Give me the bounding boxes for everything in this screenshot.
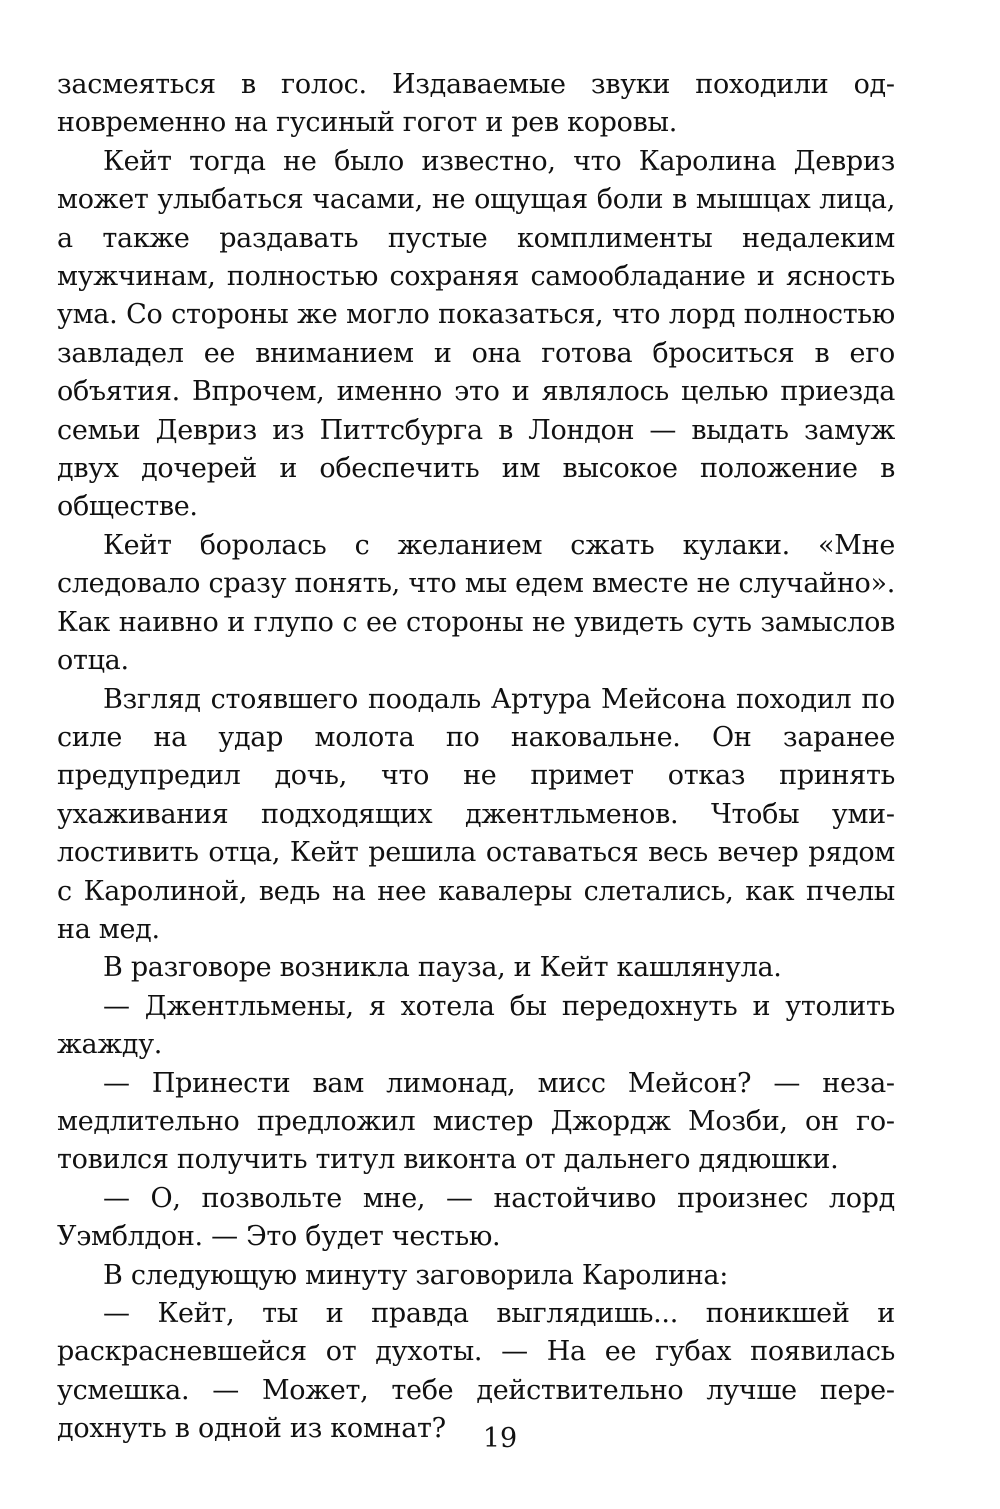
paragraph: В разговоре возникла пауза, и Кейт кашлянула. xyxy=(103,952,782,984)
paragraph: Кейт боролась с желанием сжать кулаки. «Мне следовало сразу понять, что мы едем вместе не случайно». Как наивно и глупо с ее стороны не увидеть суть замыслов отца. xyxy=(57,529,895,677)
paragraph: Взгляд стоявшего поодаль Артура Мейсона походил по силе на удар молота по наковальне. Он заранее предупредил дочь, что не примет отказ принять ухаживания подходящих джентльменов. Чтобы умилостивить отца, Кейт решила оставаться весь вечер рядом с Каролиной, ведь на нее кавалеры слетались, как пчелы на мед. xyxy=(57,683,895,945)
paragraph: Кейт тогда не было известно, что Каролина Девриз может улыбаться часами, не ощущая боли в мышцах лица, а также раздавать пустые комплименты недалеким мужчинам, полностью сохраняя самообладание и ясность ума. Со стороны же могло показаться, что лорд полностью завладел ее вниманием и она готова броситься в его объятия. Впрочем, именно это и являлось целью приезда семьи Девриз из Питтсбурга в Лондон — выдать замуж двух дочерей и обеспечить им высокое положение в обществе. xyxy=(57,145,895,523)
page-number: 19 xyxy=(482,1423,518,1454)
paragraph: — Принести вам лимонад, мисс Мейсон? — незамедлительно предложил мистер Джордж Мозби, он готовился получить титул виконта от дальнего дядюшки. xyxy=(57,1067,895,1176)
page-text xyxy=(57,66,895,1449)
paragraph: В следующую минуту заговорила Каролина: xyxy=(103,1259,729,1291)
paragraph: — О, позвольте мне, — настойчиво произнес лорд Уэмблдон. — Это будет честью. xyxy=(57,1182,895,1253)
paragraph: засмеяться в голос. Издаваемые звуки походили одновременно на гусиный гогот и рев коровы. xyxy=(57,69,895,139)
paragraph: — Кейт, ты и правда выглядишь... поникшей и раскрасневшейся от духоты. — На ее губах появилась усмешка. — Может, тебе действительно лучше передохнуть в одной из комнат? xyxy=(57,1298,895,1445)
paragraph: — Джентльмены, я хотела бы передохнуть и утолить жажду. xyxy=(57,990,895,1061)
